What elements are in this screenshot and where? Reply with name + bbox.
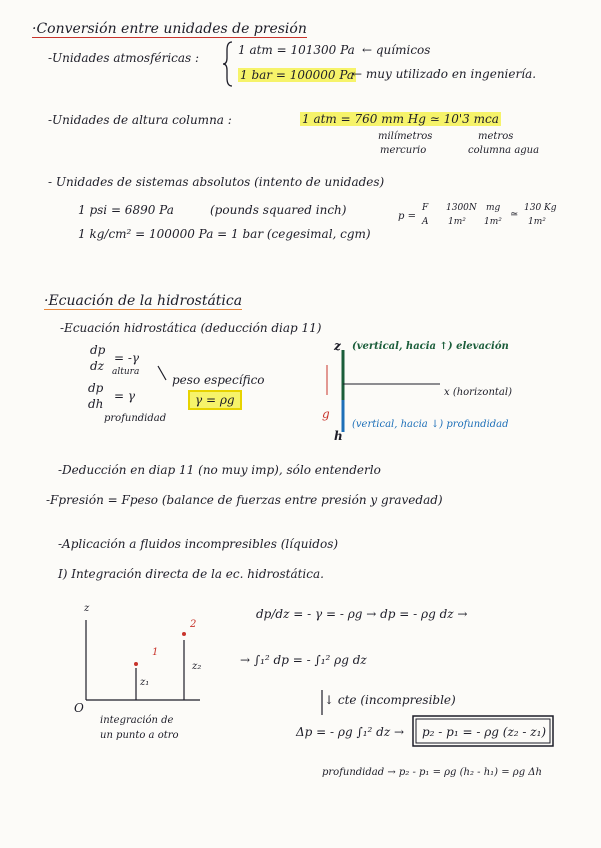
frac-m2: 1m² (448, 217, 466, 227)
peso-label: peso específico (172, 373, 265, 387)
col-sub-mm: milímetros (378, 131, 433, 142)
bar-note: ← muy utilizado en ingeniería. (352, 67, 537, 81)
profundidad-small: profundidad (104, 413, 167, 424)
frac-p: p = (398, 211, 416, 222)
hidro-subtitle: -Ecuación hidrostática (deducción diap 11) (60, 321, 322, 335)
bar-equation: 1 bar = 100000 Pa (240, 68, 355, 82)
dpdh-equation: = γ (114, 389, 136, 403)
deduccion-note: -Deducción en diap 11 (no muy imp), sólo entenderlo (58, 463, 381, 477)
column-label: -Unidades de altura columna : (48, 113, 232, 127)
plot-origin: O (74, 701, 84, 715)
abs-label: - Unidades de sistemas absolutos (intento de unidades) (48, 175, 385, 189)
plot-caption-1: integración de (100, 715, 174, 726)
equation-2: → ∫₁² dp = - ∫₁² ρg dz (240, 653, 367, 667)
z-axis-label: z (334, 339, 341, 353)
result-equation: p₂ - p₁ = - ρg (z₂ - z₁) (422, 725, 547, 739)
vertical-down-label: (vertical, hacia ↓) profundidad (352, 419, 509, 430)
plot-z1: z₁ (140, 677, 150, 688)
plot-point-2: 2 (190, 619, 197, 630)
fuerzas-note: -Fpresión = Fpeso (balance de fuerzas entre presión y gravedad) (46, 493, 443, 507)
g-label: g (322, 407, 330, 421)
column-equation: 1 atm = 760 mm Hg ≃ 10'3 mca (302, 112, 499, 126)
dpdz-equation: = -γ (114, 351, 140, 365)
atm-note: ← químicos (362, 43, 431, 57)
frac-f: F (422, 203, 429, 213)
dpdz-bottom: dz (90, 359, 105, 373)
equation-3: Δp = - ρg ∫₁² dz → (296, 725, 405, 739)
col-sub-m: metros (478, 131, 514, 142)
section-title-conversion: ·Conversión entre unidades de presión (32, 21, 307, 37)
frac-kg: 130 Kg (524, 203, 557, 213)
equation-1: dp/dz = - γ = - ρg → dp = - ρg dz → (256, 607, 468, 621)
plot-point-1: 1 (152, 647, 159, 658)
aplicacion-note: -Aplicación a fluidos incompresibles (líquidos) (58, 537, 339, 551)
frac-mg: mg (486, 203, 501, 213)
dpdz-top: dp (90, 343, 106, 357)
integracion-note: I) Integración directa de la ec. hidrostática. (58, 567, 324, 581)
cte-note: ↓ cte (incompresible) (324, 693, 456, 707)
col-sub-hg: mercurio (380, 145, 427, 156)
section-title-hidrostatica: ·Ecuación de la hidrostática (44, 293, 243, 309)
kg-equation: 1 kg/cm² = 100000 Pa = 1 bar (cegesimal, cgm) (78, 227, 371, 241)
frac-m2b: 1m² (484, 217, 502, 227)
dpdh-bottom: dh (88, 397, 104, 411)
dpdh-top: dp (88, 381, 104, 395)
atm-label: -Unidades atmosféricas : (48, 51, 200, 65)
psi-equation: 1 psi = 6890 Pa (78, 203, 174, 217)
altura-label: altura (112, 367, 140, 377)
frac-a: A (422, 217, 429, 227)
plot-caption-2: un punto a otro (100, 730, 179, 741)
frac-m2c: 1m² (528, 217, 546, 227)
plot-z-label: z (84, 603, 90, 614)
atm-equation: 1 atm = 101300 Pa (238, 43, 355, 57)
psi-note: (pounds squared inch) (210, 203, 347, 217)
profundidad-equation: profundidad → p₂ - p₁ = ρg (h₂ - h₁) = ρg Δh (322, 767, 542, 778)
frac-n: 1300N (446, 203, 477, 213)
frac-approx: ≃ (510, 209, 519, 220)
gamma-equation: γ = ρg (188, 390, 242, 410)
h-axis-label: h (334, 429, 343, 443)
col-sub-agua: columna agua (468, 145, 540, 156)
plot-z2: z₂ (192, 661, 202, 672)
x-axis-label: x (horizontal) (444, 387, 512, 398)
vertical-up-label: (vertical, hacia ↑) elevación (352, 341, 509, 352)
